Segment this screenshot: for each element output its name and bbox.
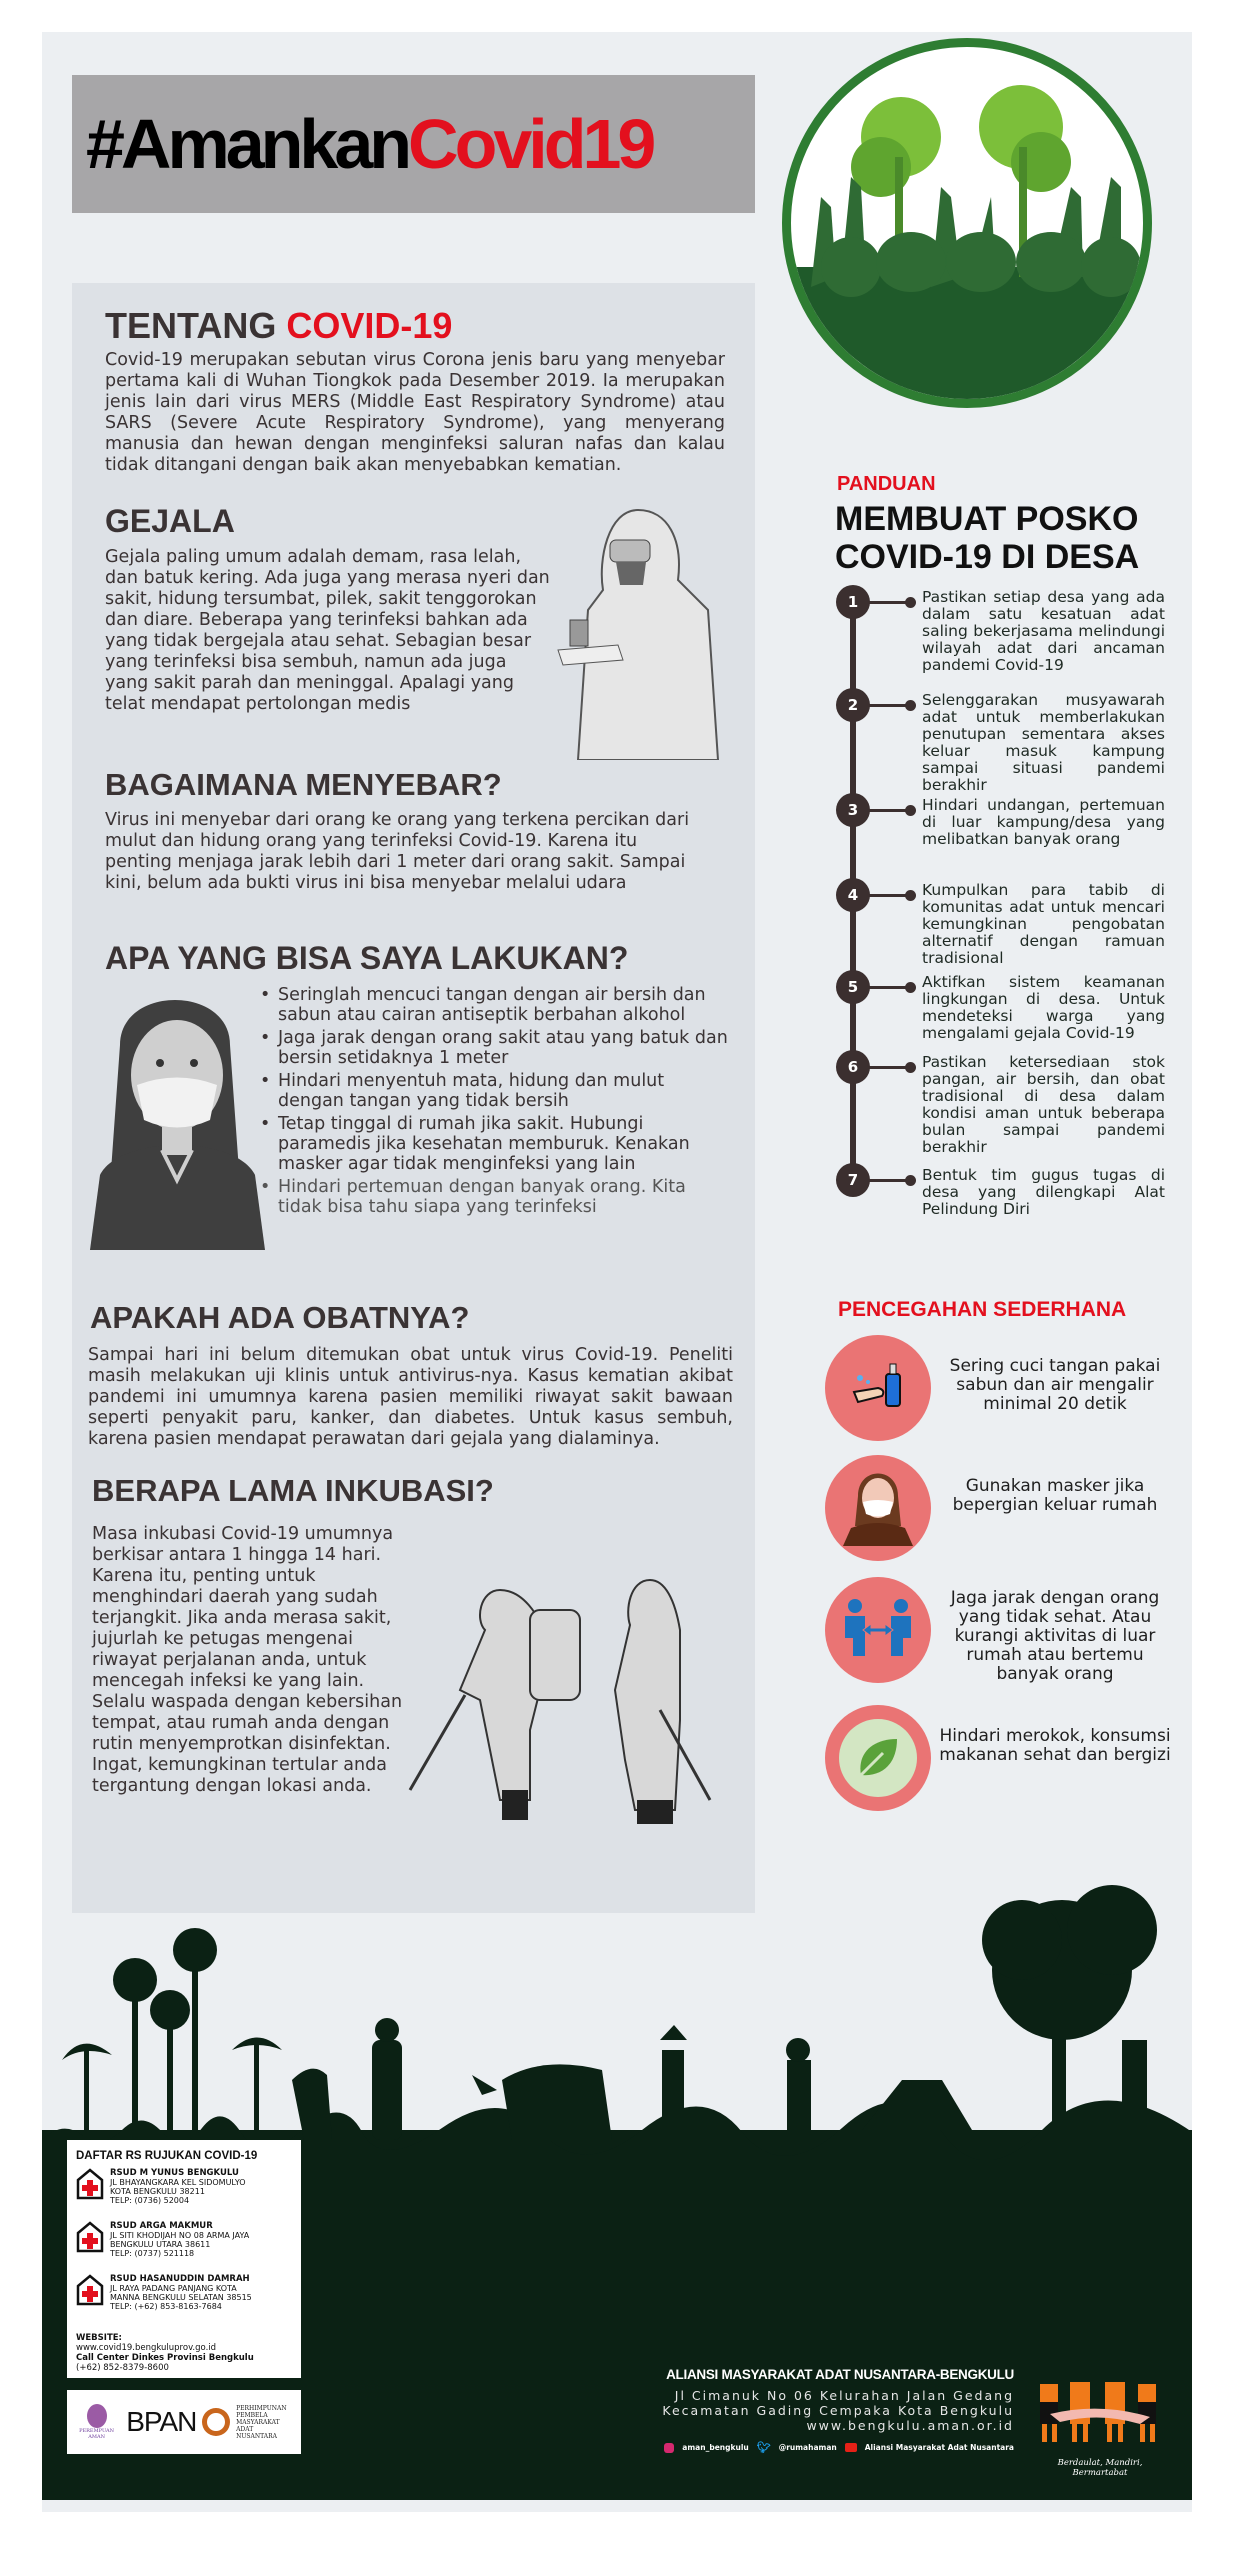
prevention-icon-circle: [825, 1335, 931, 1441]
step-number-badge: 5: [836, 970, 870, 1004]
hospital-list-title: DAFTAR RS RUJUKAN COVID-19: [76, 2150, 258, 2162]
step-connector: [868, 704, 910, 707]
guide-title: [835, 500, 1139, 576]
partner-logos: [67, 2390, 301, 2454]
step-number-badge: 6: [836, 1050, 870, 1084]
step-connector: [868, 809, 910, 812]
perempuan-aman-text: PEREMPUAN AMAN: [79, 2428, 115, 2440]
prevention-icon-circle: [825, 1455, 931, 1561]
hospital-referral-card: [67, 2140, 301, 2378]
ppmn-text: [236, 2405, 295, 2440]
youtube-icon[interactable]: [845, 2443, 857, 2452]
prevention-text: Sering cuci tangan pakai sabun dan air mengalir minimal 20 detik: [949, 1356, 1161, 1414]
incubation-text: Masa inkubasi Covid-19 umumnya berkisar antara 1 hingga 14 hari. Karena itu, penting untuk menghindari daerah yang sudah terjangkit. Jika anda merasa sakit, jujurlah ke petugas mengenai riwayat perjalanan anda, untuk mencegah infeksi ke yang lain. Selalu waspada dengan kebersihan tempat, atau rumah anda dengan rutin menyemprotkan disinfektan. Ingat, kemungkinan tertular anda tergantung dengan lokasi anda.: [92, 1524, 403, 1796]
perempuan-aman-logo: [73, 2404, 120, 2440]
action-item: • Jaga jarak dengan orang sakit atau yang batuk dan bersin setidaknya 1 meter: [258, 1028, 733, 1068]
about-heading-black: TENTANG: [105, 305, 277, 346]
hospital-address: JL BHAYANGKARA KEL SIDOMULYO: [110, 2178, 246, 2187]
perempuan-aman-emblem-icon: [87, 2404, 107, 2428]
step-number-badge: 7: [836, 1163, 870, 1197]
title-hashtag: #Amankan: [86, 105, 409, 183]
hospital-entry: [76, 2274, 292, 2311]
hospital-entry: [76, 2168, 292, 2205]
hospital-phone: TELP: (0736) 52004: [110, 2196, 190, 2205]
step-text: Aktifkan sistem keamanan lingkungan di desa. Untuk mendeteksi warga yang mengalami gejala Covid-19: [922, 973, 1165, 1042]
org-address-1: Jl Cimanuk No 06 Kelurahan Jalan Gedang: [674, 2388, 1014, 2403]
hospital-cross-icon: [76, 2221, 104, 2253]
hospital-entry: [76, 2221, 292, 2258]
aman-dancers-icon: [1030, 2372, 1170, 2444]
prevention-icon-circle: [825, 1705, 931, 1811]
symptoms-heading: GEJALA: [105, 503, 235, 539]
ppmn-line: PERHIMPUNAN: [236, 2404, 287, 2412]
hospital-address: MANNA BENGKULU SELATAN 38515: [110, 2293, 252, 2302]
community-trees-illustration: [782, 38, 1152, 408]
hospital-address: KOTA BENGKULU 38211: [110, 2187, 205, 2196]
step-dot: [905, 982, 916, 993]
distance-icon: [843, 1598, 913, 1662]
action-item: • Seringlah mencuci tangan dengan air bersih dan sabun atau cairan antiseptik berbahan alkohol: [258, 985, 733, 1025]
aman-logo: [1030, 2372, 1170, 2478]
guide-kicker: PANDUAN: [837, 473, 936, 495]
hospital-phone: TELP: (0737) 521118: [110, 2249, 195, 2258]
leaf-icon: [839, 1719, 917, 1797]
call-center-label: Call Center Dinkes Provinsi Bengkulu: [76, 2353, 254, 2363]
hospital-phone: TELP: (+62) 853-8163-7684: [110, 2302, 222, 2311]
guide-title-line2: COVID-19 DI DESA: [835, 538, 1140, 576]
step-dot: [905, 1175, 916, 1186]
org-info: [662, 2367, 1014, 2454]
about-text: Covid-19 merupakan sebutan virus Corona jenis baru yang menyebar pertama kali di Wuhan Tiongkok pada Desember 2019. Ia merupakan jenis lain dari virus MERS (Middle East Respiratory Syndrome) atau SARS (Severe Acute Respiratory Syndrome), yang menyerang manusia dan hewan dengan menginfeksi saluran nafas dan kalau tidak ditangani dengan baik akan menyebabkan kematian.: [105, 350, 725, 475]
about-heading-red: COVID-19: [286, 305, 453, 346]
handwash-icon: [848, 1356, 908, 1420]
step-dot: [905, 805, 916, 816]
hospital-address: BENGKULU UTARA 38611: [110, 2240, 211, 2249]
step-text: Kumpulkan para tabib di komunitas adat untuk mencari kemungkinan pengobatan alternatif dengan ramuan tradisional: [922, 881, 1165, 967]
step-connector: [868, 894, 910, 897]
step-number-badge: 2: [836, 688, 870, 722]
disinfectant-sprayers-illustration: [390, 1570, 740, 1830]
instagram-icon[interactable]: [664, 2443, 674, 2453]
incubation-heading: BERAPA LAMA INKUBASI?: [92, 1473, 494, 1508]
prevention-icon-circle: [825, 1577, 931, 1683]
step-text: Hindari undangan, pertemuan di luar kampung/desa yang melibatkan banyak orang: [922, 796, 1165, 848]
step-number-badge: 1: [836, 585, 870, 619]
website-link[interactable]: www.covid19.bengkuluprov.go.id: [76, 2343, 217, 2353]
website-label: WEBSITE:: [76, 2333, 122, 2343]
hospital-cross-icon: [76, 2168, 104, 2200]
prevention-text: Gunakan masker jika bepergian keluar rumah: [952, 1476, 1158, 1515]
masked-woman-illustration: [90, 985, 265, 1250]
prevention-heading: PENCEGAHAN SEDERHANA: [838, 1298, 1127, 1321]
hazmat-worker-sanitizer-illustration: [548, 500, 728, 760]
org-name: ALIANSI MASYARAKAT ADAT NUSANTARA-BENGKULU: [666, 2367, 1014, 2382]
aman-motto: Berdaulat, Mandiri, Bermartabat: [1057, 2458, 1143, 2478]
hospital-address: JL RAYA PADANG PANJANG KOTA: [110, 2284, 237, 2293]
hospital-name: RSUD M YUNUS BENGKULU: [110, 2168, 239, 2178]
action-item: • Hindari menyentuh mata, hidung dan mulut dengan tangan yang tidak bersih: [258, 1071, 733, 1111]
ppmn-line: PEMBELA: [236, 2411, 268, 2419]
symptoms-text: Gejala paling umum adalah demam, rasa lelah, dan batuk kering. Ada juga yang merasa nyeri dan sakit, hidung tersumbat, pilek, sakit tenggorokan dan diare. Beberapa yang terinfeksi bahkan ada yang tidak bergejala atau sehat. Sebagian besar yang terinfeksi bisa sembuh, namun ada juga yang sakit parah dan meninggal. Apalagi yang telat mendapat pertolongan medis: [105, 547, 550, 714]
hospital-name: RSUD HASANUDDIN DAMRAH: [110, 2274, 250, 2284]
step-number-badge: 4: [836, 878, 870, 912]
call-center-number: (+62) 852-8379-8600: [76, 2363, 169, 2373]
prevention-text: Hindari merokok, konsumsi makanan sehat dan bergizi: [939, 1726, 1171, 1765]
bpan-logo: BPAN: [126, 2406, 197, 2437]
step-dot: [905, 1062, 916, 1073]
step-connector: [868, 601, 910, 604]
instagram-handle[interactable]: aman_bengkulu: [682, 2443, 749, 2452]
social-links: [662, 2441, 1014, 2454]
step-text: Pastikan ketersediaan stok pangan, air bersih, dan obat tradisional di desa dalam kondisi aman untuk beberapa bulan sampai pandemi berakhir: [922, 1053, 1165, 1156]
step-text: Bentuk tim gugus tugas di desa yang dilengkapi Alat Pelindung Diri: [922, 1166, 1165, 1218]
cure-heading: APAKAH ADA OBATNYA?: [90, 1300, 470, 1335]
ppmn-emblem-icon: [202, 2408, 230, 2436]
title-covid: Covid19: [408, 105, 653, 183]
hospital-name: RSUD ARGA MAKMUR: [110, 2221, 213, 2231]
mask-icon: [843, 1466, 913, 1550]
step-text: Selenggarakan musyawarah adat untuk memberlakukan penutupan sementara akses keluar masuk kampung sampai situasi pandemi berakhir: [922, 691, 1165, 794]
hospital-cross-icon: [76, 2274, 104, 2306]
step-dot: [905, 700, 916, 711]
spread-text: Virus ini menyebar dari orang ke orang yang terkena percikan dari mulut dan hidung orang yang terinfeksi Covid-19. Karena itu penting menjaga jarak lebih dari 1 meter dari orang sakit. Sampai kini, belum ada bukti virus ini bisa menyebar melalui udara: [105, 810, 690, 893]
step-connector: [868, 1066, 910, 1069]
about-heading: [105, 305, 452, 347]
step-text: Pastikan setiap desa yang ada dalam satu kesatuan adat saling bekerjasama melindungi wilayah adat dari ancaman pandemi Covid-19: [922, 588, 1165, 674]
youtube-channel[interactable]: Aliansi Masyarakat Adat Nusantara: [864, 2443, 1014, 2452]
ppmn-line: MASYARAKAT: [236, 2418, 280, 2426]
actions-heading: APA YANG BISA SAYA LAKUKAN?: [105, 940, 629, 976]
cure-text: Sampai hari ini belum ditemukan obat untuk virus Covid-19. Peneliti masih melakukan uji klinis untuk antivirus-nya. Kasus kematian akibat pandemi ini umumnya karena pasien memiliki riwayat sakit bawaan seperti penyakit paru, kanker, dan diabetes. Untuk kasus sembuh, karena pasien mendapat perawatan dari gejala yang dialaminya.: [88, 1345, 733, 1449]
step-connector: [868, 1179, 910, 1182]
actions-list: [258, 985, 733, 1220]
hashtag-banner: [72, 75, 755, 213]
ppmn-line: ADAT NUSANTARA: [236, 2425, 277, 2440]
step-dot: [905, 597, 916, 608]
action-item: • Tetap tinggal di rumah jika sakit. Hubungi paramedis jika kesehatan memburuk. Kenakan masker agar tidak menginfeksi yang lain: [258, 1114, 733, 1174]
org-address-2: Kecamatan Gading Cempaka Kota Bengkulu: [662, 2403, 1014, 2418]
step-dot: [905, 890, 916, 901]
farmers-landscape-silhouette: [42, 1880, 1192, 2170]
twitter-handle[interactable]: @rumahaman: [778, 2443, 837, 2452]
spread-heading: BAGAIMANA MENYEBAR?: [105, 767, 502, 802]
action-item: • Hindari pertemuan dengan banyak orang. Kita tidak bisa tahu siapa yang terinfeksi: [258, 1177, 733, 1217]
step-number-badge: 3: [836, 793, 870, 827]
org-website[interactable]: www.bengkulu.aman.or.id: [806, 2418, 1014, 2433]
hospital-address: JL SITI KHODIJAH NO 08 ARMA JAYA: [110, 2231, 250, 2240]
step-connector: [868, 986, 910, 989]
twitter-icon[interactable]: 🐦︎: [756, 2441, 771, 2454]
prevention-text: Jaga jarak dengan orang yang tidak sehat. Atau kurangi aktivitas di luar rumah atau bertemu banyak orang: [950, 1588, 1160, 1684]
guide-title-line1: MEMBUAT POSKO: [835, 500, 1139, 538]
